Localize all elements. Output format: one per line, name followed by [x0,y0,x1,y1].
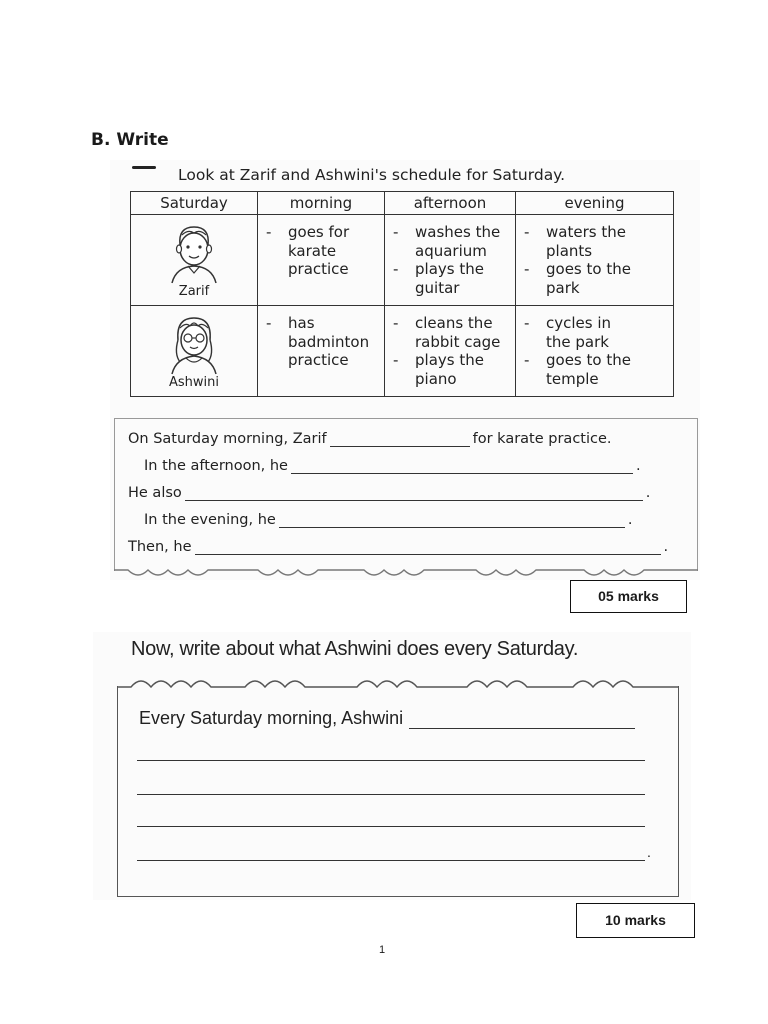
schedule-cell-dash [524,279,546,298]
schedule-cell-dash [266,260,288,279]
blank-2 [291,459,633,474]
schedule-cell-dash [393,279,415,298]
writing-heading: Now, write about what Ashwini does every Saturday. [131,638,579,660]
header-evening: evening [516,192,674,215]
header-morning: morning [258,192,385,215]
writing-line-4 [137,826,645,827]
schedule-cell-text: aquarium [415,241,487,260]
fill-line-3-suffix: . [645,485,651,501]
schedule-cell-line [266,333,380,352]
schedule-table [130,191,674,397]
blank-1 [330,432,470,447]
ashwini-afternoon-cell [385,306,516,397]
schedule-cell-text: plants [546,241,593,260]
marks-box-2: 10 marks [576,903,695,938]
section-title: B. Write [91,130,169,150]
schedule-cell-line [524,370,669,389]
schedule-cell-line [393,260,511,279]
schedule-cell-text: karate [288,241,337,260]
schedule-cell-text: practice [288,351,349,369]
writing-worksheet-image [93,632,691,900]
fill-line-1-suffix: for karate practice. [472,431,612,447]
schedule-row-zarif [131,215,674,306]
page-number: 1 [379,944,386,956]
schedule-cell-text: practice [288,260,349,278]
schedule-cell-text: has [288,314,315,332]
ashwini-name-label: Ashwini [168,374,219,390]
schedule-cell-dash [393,370,415,389]
schedule-cell-text: cleans the [415,314,493,332]
schedule-cell-line [524,351,669,370]
schedule-instruction: Look at Zarif and Ashwini's schedule for Saturday. [178,166,566,184]
schedule-cell-text: park [546,278,580,297]
schedule-cell-line [266,351,380,370]
boy-illustration-icon [158,219,230,287]
fill-line-2-prefix: In the afternoon, he [144,458,288,474]
bullet-dash [132,166,156,169]
fill-line-2-suffix: . [635,458,641,474]
schedule-cell-line [393,242,511,261]
girl-illustration-icon [158,310,230,378]
header-afternoon: afternoon [385,192,516,215]
schedule-cell-text: badminton [288,332,370,351]
fill-line-4-prefix: In the evening, he [144,512,276,528]
schedule-cell-dash [524,333,546,352]
schedule-cell-dash [266,242,288,261]
zarif-evening-cell [516,215,674,306]
zarif-name-label: Zarif [178,283,210,299]
schedule-cell-line [524,260,669,279]
schedule-cell-text: goes to the [546,260,631,278]
schedule-header-row [131,192,674,215]
schedule-cell-line [393,314,511,333]
schedule-cell-dash [524,242,546,261]
scalloped-border-icon [114,562,698,578]
fill-line-5 [128,539,668,555]
writing-line-3 [137,794,645,795]
ashwini-evening-cell [516,306,674,397]
schedule-cell-line [266,260,380,279]
schedule-cell-dash [393,333,415,352]
schedule-cell-line [393,370,511,389]
writing-first-line-prefix: Every Saturday morning, Ashwini [139,708,404,728]
schedule-cell-line [393,223,511,242]
fill-line-4-suffix: . [627,512,633,528]
schedule-cell-line [524,279,669,298]
blank-5 [195,540,661,555]
zarif-afternoon-cell [385,215,516,306]
writing-blank-1 [409,710,635,729]
fill-line-4 [144,512,632,528]
schedule-cell-text: the park [546,332,609,351]
fill-line-2 [144,458,641,474]
schedule-cell-dash: - [524,223,530,241]
schedule-cell-dash: - [393,223,399,241]
schedule-cell-text: waters the [546,223,626,241]
schedule-cell-text: temple [546,369,599,388]
header-saturday: Saturday [131,192,258,215]
schedule-cell-text: piano [415,369,457,388]
schedule-cell-dash: - [266,314,272,332]
schedule-cell-dash: - [524,260,530,278]
blank-4 [279,513,625,528]
schedule-cell-dash [393,242,415,261]
schedule-cell-line [524,223,669,242]
schedule-cell-text: goes to the [546,351,631,369]
blank-3 [185,486,643,501]
schedule-cell-text: plays the [415,260,484,278]
writing-first-line [139,708,638,729]
schedule-cell-line [393,333,511,352]
ashwini-cell [131,306,258,397]
schedule-worksheet-image [110,160,700,580]
schedule-cell-dash: - [393,314,399,332]
schedule-cell-line [393,351,511,370]
fill-line-5-suffix: . [663,539,669,555]
schedule-cell-line [266,223,380,242]
schedule-cell-dash [524,370,546,389]
writing-line-2 [137,760,645,761]
fill-line-3 [128,485,650,501]
schedule-cell-text: cycles in [546,314,612,332]
schedule-cell-line [393,279,511,298]
schedule-cell-dash: - [524,351,530,369]
fill-line-1-prefix: On Saturday morning, Zarif [128,431,327,447]
marks-box-1: 05 marks [570,580,687,613]
fill-line-1 [128,431,612,447]
schedule-cell-dash [266,333,288,352]
schedule-cell-line [524,333,669,352]
schedule-cell-text: goes for [288,223,350,241]
schedule-cell-line [524,242,669,261]
fill-line-5-prefix: Then, he [128,539,192,555]
schedule-cell-dash: - [266,223,272,241]
schedule-row-ashwini [131,306,674,397]
writing-last-period: . [647,844,651,860]
schedule-cell-line [266,314,380,333]
schedule-cell-line [266,242,380,261]
schedule-cell-text: rabbit cage [415,332,501,351]
schedule-cell-text: washes the [415,223,501,241]
schedule-cell-dash: - [393,260,399,278]
zarif-morning-cell [258,215,385,306]
zarif-cell [131,215,258,306]
ashwini-morning-cell [258,306,385,397]
schedule-cell-dash: - [524,314,530,332]
writing-line-5 [137,860,645,861]
schedule-cell-text: plays the [415,351,484,369]
fill-line-3-prefix: He also [128,485,182,501]
schedule-cell-dash [266,351,288,370]
schedule-cell-dash: - [393,351,399,369]
schedule-cell-text: guitar [415,278,460,297]
schedule-cell-line [524,314,669,333]
